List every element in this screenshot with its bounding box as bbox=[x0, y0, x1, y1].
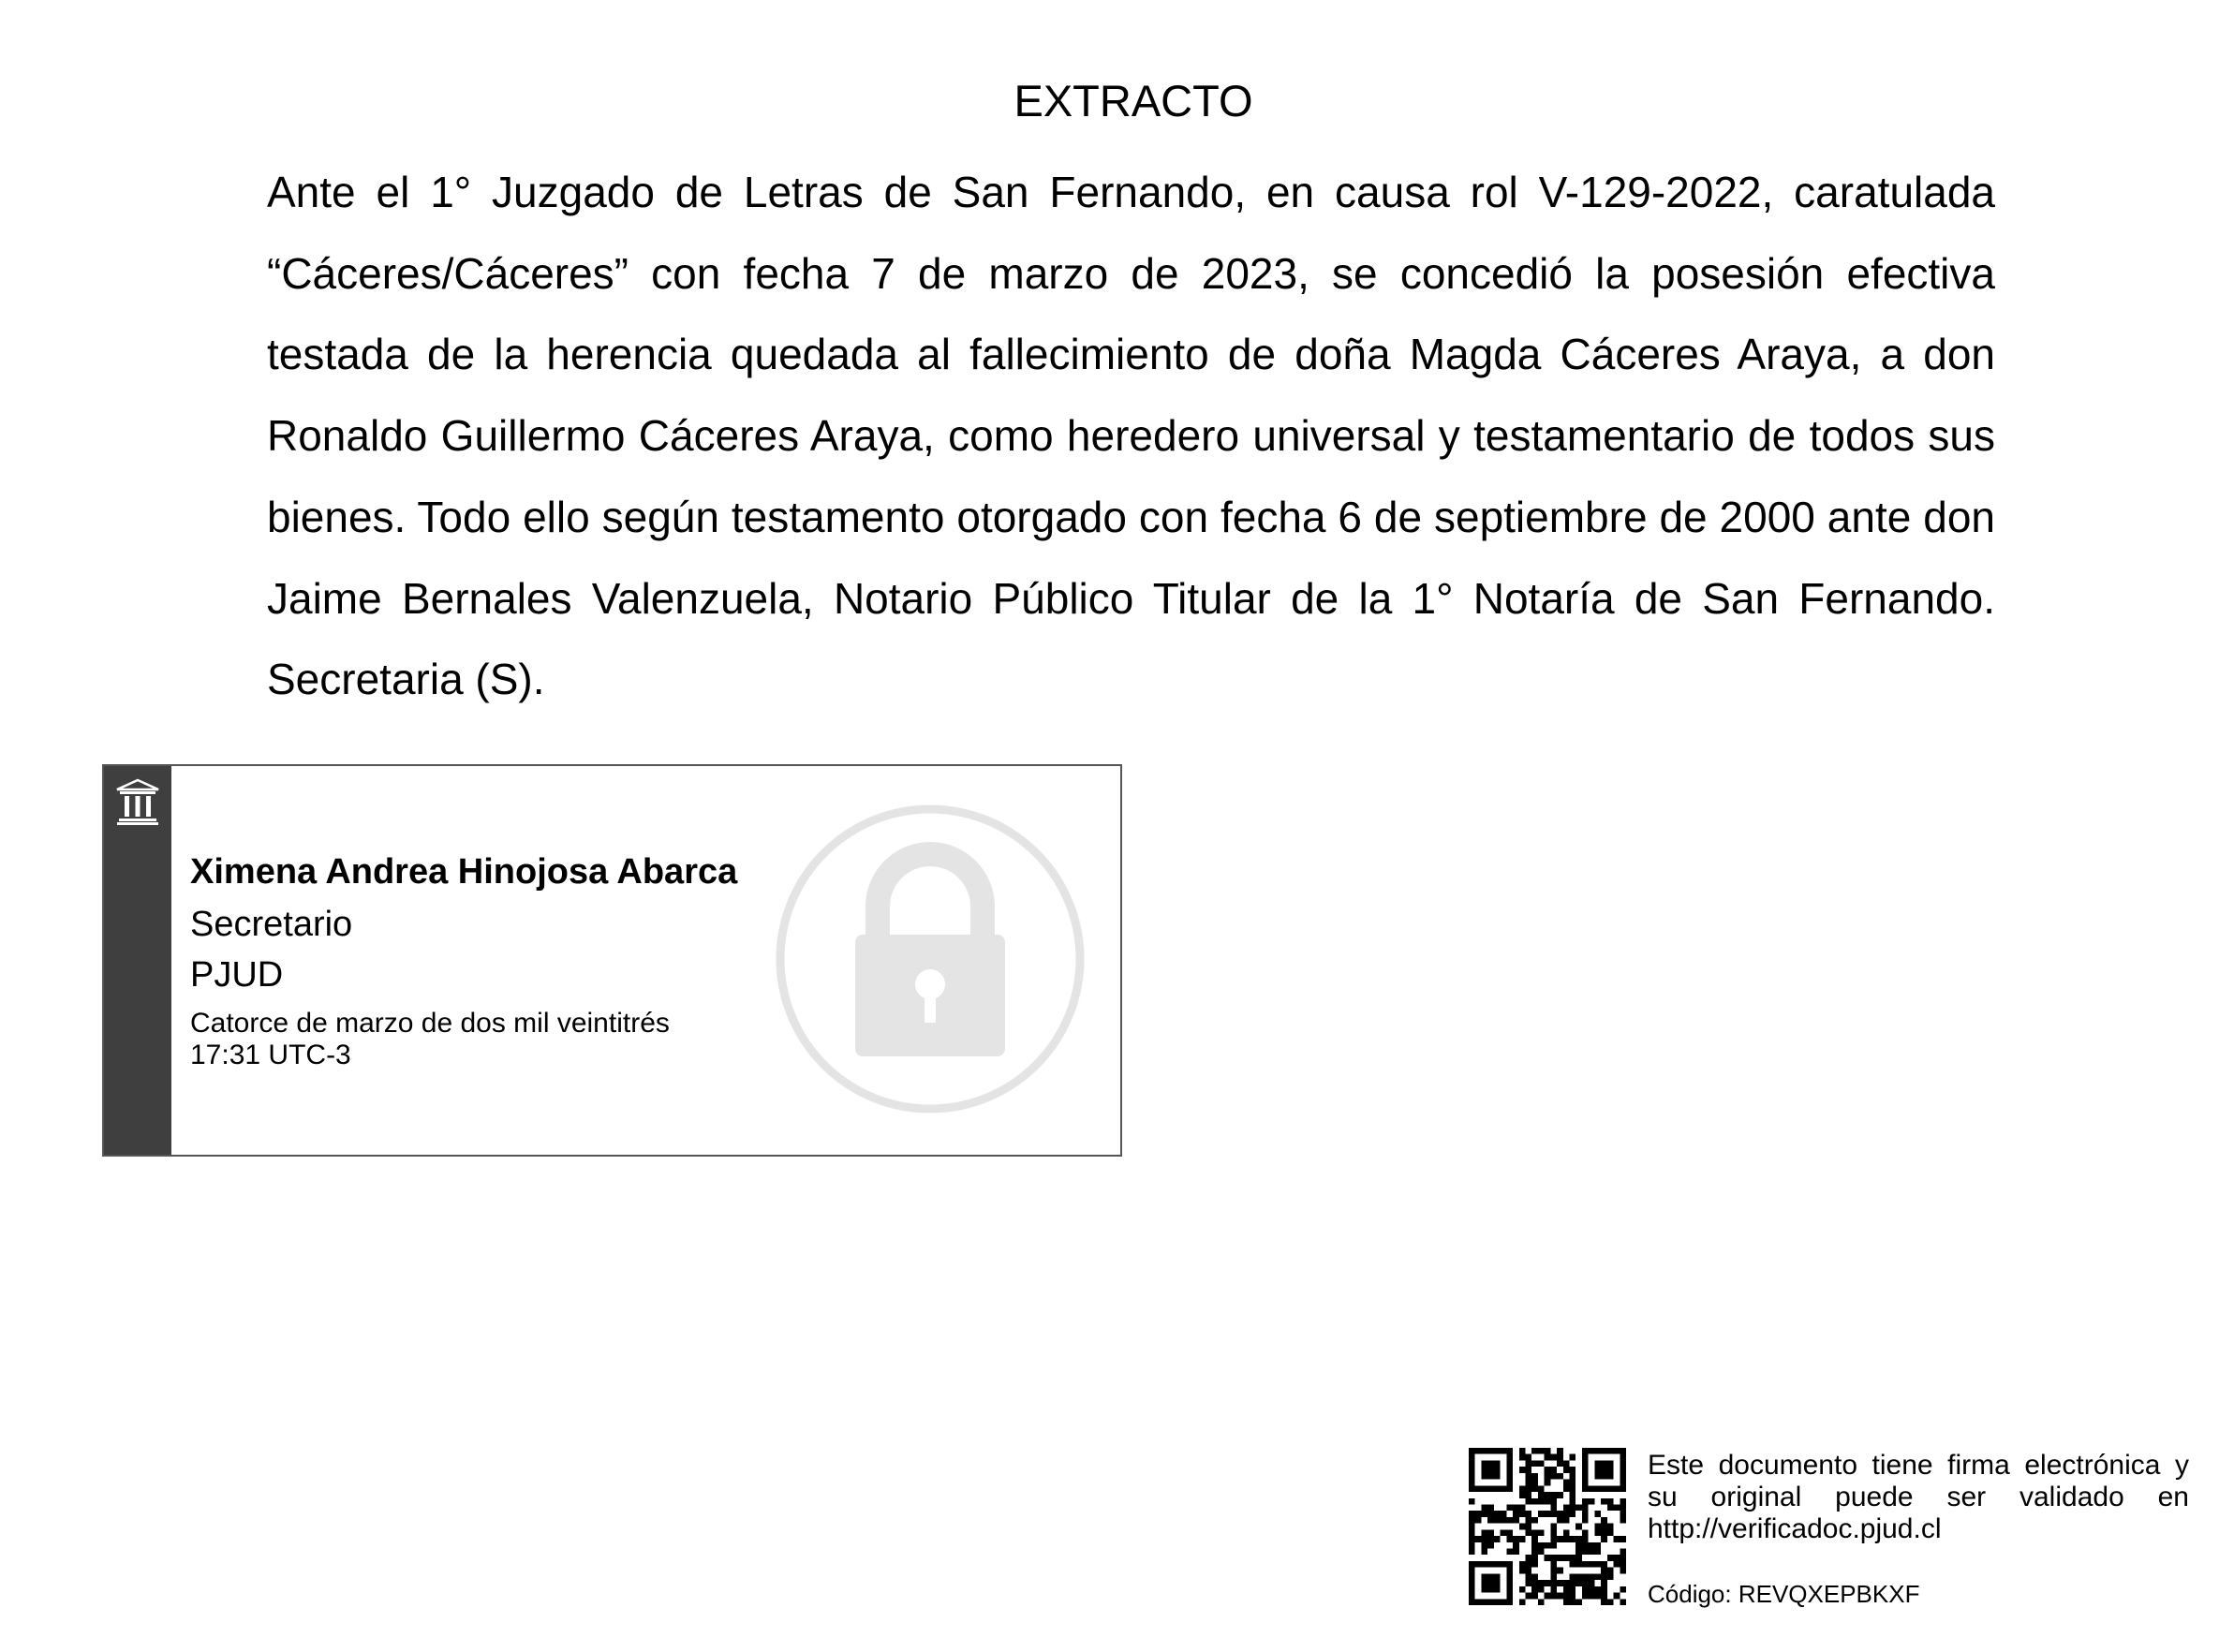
courthouse-icon bbox=[115, 777, 160, 826]
lock-icon bbox=[773, 802, 1087, 1116]
signature-time: 17:31 UTC-3 bbox=[190, 1040, 351, 1070]
signer-name: Ximena Andrea Hinojosa Abarca bbox=[190, 852, 738, 892]
qr-code-icon bbox=[1469, 1448, 1626, 1605]
signer-organization: PJUD bbox=[190, 955, 284, 995]
signature-box bbox=[102, 764, 1122, 1157]
verification-code: Código: REVQXEPBKXF bbox=[1648, 1580, 1920, 1608]
verification-text: Este documento tiene firma electrónica y su original puede ser validado en http://verificadoc.pjud.cl bbox=[1648, 1450, 2189, 1544]
signer-role: Secretario bbox=[190, 905, 353, 944]
document-title: EXTRACTO bbox=[1013, 76, 1253, 125]
document-body: Ante el 1° Juzgado de Letras de San Fernando, en causa rol V-129-2022, caratulada “Cáceres/Cáceres” con fecha 7 de marzo de 2023, se concedió la posesión efectiva testada de la herencia quedada al fallecimiento de doña Magda Cáceres Araya, a don Ronaldo Guillermo Cáceres Araya, como heredero universal y testamentario de todos sus bienes. Todo ello según testamento otorgado con fecha 6 de septiembre de 2000 ante don Jaime Bernales Valenzuela, Notario Público Titular de la 1° Notaría de San Fernando. Secretaria (S). bbox=[267, 168, 1995, 704]
signature-date: Catorce de marzo de dos mil veintitrés bbox=[190, 1008, 670, 1039]
signature-sidebar bbox=[104, 766, 171, 1155]
